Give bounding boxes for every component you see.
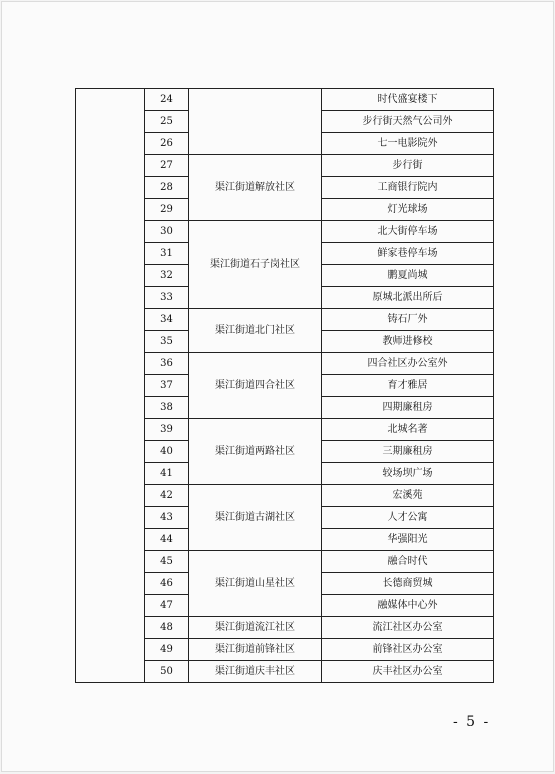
table-body (76, 89, 494, 683)
row-number-cell: 30 (145, 221, 189, 243)
community-cell: 渠江街道两路社区 (189, 419, 322, 485)
row-number-cell: 47 (145, 595, 189, 617)
row-number-cell: 37 (145, 375, 189, 397)
row-number-cell: 41 (145, 463, 189, 485)
location-cell: 鲜家巷停车场 (322, 243, 494, 265)
community-cell: 渠江街道流江社区 (189, 617, 322, 639)
row-number-cell: 40 (145, 441, 189, 463)
row-number-cell: 45 (145, 551, 189, 573)
row-number-cell: 44 (145, 529, 189, 551)
location-cell: 鹏夏尚城 (322, 265, 494, 287)
community-cell: 渠江街道前锋社区 (189, 639, 322, 661)
row-number-cell: 34 (145, 309, 189, 331)
row-number-cell: 38 (145, 397, 189, 419)
community-cell: 渠江街道庆丰社区 (189, 661, 322, 683)
blank-merged-cell (76, 89, 145, 683)
row-number-cell: 35 (145, 331, 189, 353)
location-cell: 较场坝广场 (322, 463, 494, 485)
row-number-cell: 28 (145, 177, 189, 199)
community-cell: 渠江街道解放社区 (189, 155, 322, 221)
community-cell: 渠江街道北门社区 (189, 309, 322, 353)
location-cell: 融合时代 (322, 551, 494, 573)
row-number-cell: 29 (145, 199, 189, 221)
location-cell: 北城名著 (322, 419, 494, 441)
location-cell: 北大街停车场 (322, 221, 494, 243)
location-cell: 育才雅居 (322, 375, 494, 397)
location-cell: 灯光球场 (322, 199, 494, 221)
row-number-cell: 50 (145, 661, 189, 683)
community-cell: 渠江街道四合社区 (189, 353, 322, 419)
location-cell: 四合社区办公室外 (322, 353, 494, 375)
location-cell: 宏溪苑 (322, 485, 494, 507)
row-number-cell: 25 (145, 111, 189, 133)
location-cell: 流江社区办公室 (322, 617, 494, 639)
row-number-cell: 43 (145, 507, 189, 529)
location-cell: 庆丰社区办公室 (322, 661, 494, 683)
location-cell: 步行街 (322, 155, 494, 177)
location-cell: 人才公寓 (322, 507, 494, 529)
location-cell: 步行街天然气公司外 (322, 111, 494, 133)
location-cell: 融媒体中心外 (322, 595, 494, 617)
community-cell: 渠江街道石子岗社区 (189, 221, 322, 309)
row-number-cell: 24 (145, 89, 189, 111)
location-cell: 前锋社区办公室 (322, 639, 494, 661)
row-number-cell: 48 (145, 617, 189, 639)
table-row (76, 89, 494, 111)
row-number-cell: 26 (145, 133, 189, 155)
row-number-cell: 39 (145, 419, 189, 441)
location-cell: 原城北派出所后 (322, 287, 494, 309)
row-number-cell: 33 (145, 287, 189, 309)
location-cell: 三期廉租房 (322, 441, 494, 463)
row-number-cell: 36 (145, 353, 189, 375)
community-cell (189, 89, 322, 155)
community-cell: 渠江街道古湖社区 (189, 485, 322, 551)
row-number-cell: 32 (145, 265, 189, 287)
location-cell: 时代盛宴楼下 (322, 89, 494, 111)
row-number-cell: 31 (145, 243, 189, 265)
location-cell: 工商银行院内 (322, 177, 494, 199)
site-table (75, 88, 494, 683)
row-number-cell: 27 (145, 155, 189, 177)
location-cell: 华强阳光 (322, 529, 494, 551)
document-page (1, 1, 554, 772)
row-number-cell: 42 (145, 485, 189, 507)
location-cell: 七一电影院外 (322, 133, 494, 155)
location-cell: 四期廉租房 (322, 397, 494, 419)
page-number: - 5 - (453, 714, 491, 730)
row-number-cell: 49 (145, 639, 189, 661)
location-cell: 长德商贸城 (322, 573, 494, 595)
community-cell: 渠江街道山星社区 (189, 551, 322, 617)
row-number-cell: 46 (145, 573, 189, 595)
location-cell: 教师进修校 (322, 331, 494, 353)
location-cell: 铸石厂外 (322, 309, 494, 331)
